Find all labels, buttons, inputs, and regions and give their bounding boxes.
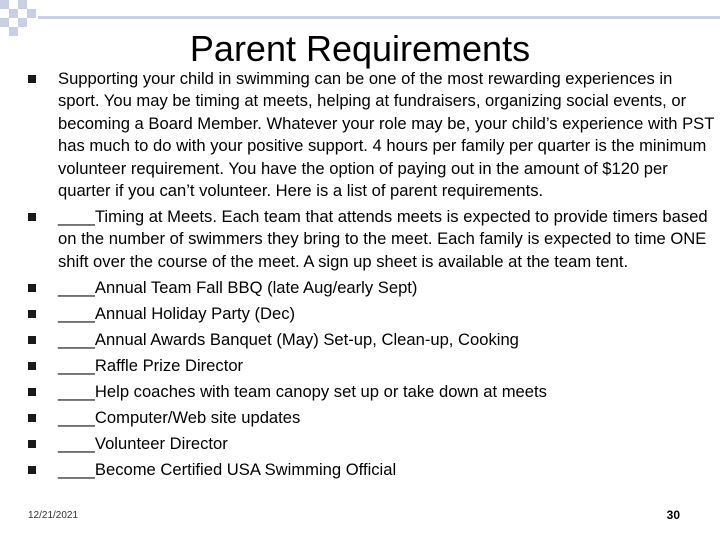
list-item-text: ____Annual Holiday Party (Dec) xyxy=(58,303,296,323)
list-item xyxy=(28,407,718,429)
square-bullet-icon xyxy=(28,414,36,422)
bullet-list xyxy=(28,68,718,485)
list-item-text: ____Annual Awards Banquet (May) Set-up, Clean-up, Cooking xyxy=(58,329,519,349)
square-bullet-icon xyxy=(28,388,36,396)
square-bullet-icon xyxy=(28,213,36,221)
square-bullet-icon xyxy=(28,440,36,448)
list-item-text: ____Timing at Meets. Each team that attends meets is expected to provide timers based on the number of swimmers they bring to the meet. Each family is expected to time ONE shift over the course of the meet. A sign up sheet is available at the team tent. xyxy=(58,207,708,271)
list-item xyxy=(28,433,718,455)
list-item-text: ____Raffle Prize Director xyxy=(58,355,244,375)
footer-date: 12/21/2021 xyxy=(28,510,79,521)
list-item xyxy=(28,459,718,481)
list-item xyxy=(28,277,718,299)
slide-title: Parent Requirements xyxy=(189,28,531,69)
list-item xyxy=(28,303,718,325)
list-item-text: ____Become Certified USA Swimming Official xyxy=(58,459,397,479)
square-bullet-icon xyxy=(28,466,36,474)
list-item-text: ____Volunteer Director xyxy=(58,433,228,453)
list-item-text: Supporting your child in swimming can be one of the most rewarding experiences in sport. You may be timing at meets, helping at fundraisers, organizing social events, or becoming a Board Member. Whatever your role may be, your child’s experience with PST has much to do with your positive support. 4 hours per family per quarter is the minimum volunteer requirement. You have the option of paying out in the amount of $120 per quarter if you can’t volunteer. Here is a list of parent requirements. xyxy=(58,69,715,201)
list-item xyxy=(28,329,718,351)
square-bullet-icon xyxy=(28,284,36,292)
square-bullet-icon xyxy=(28,362,36,370)
list-item-text: ____Annual Team Fall BBQ (late Aug/early Sept) xyxy=(58,277,418,297)
header-rule xyxy=(38,16,720,19)
square-bullet-icon xyxy=(28,310,36,318)
list-item xyxy=(28,68,718,202)
list-item xyxy=(28,206,718,273)
square-bullet-icon xyxy=(28,336,36,344)
page-number: 30 xyxy=(666,508,680,522)
list-item xyxy=(28,381,718,403)
list-item-text: ____Help coaches with team canopy set up or take down at meets xyxy=(58,381,547,401)
list-item-text: ____Computer/Web site updates xyxy=(58,407,301,427)
list-item xyxy=(28,355,718,377)
square-bullet-icon xyxy=(28,75,36,83)
